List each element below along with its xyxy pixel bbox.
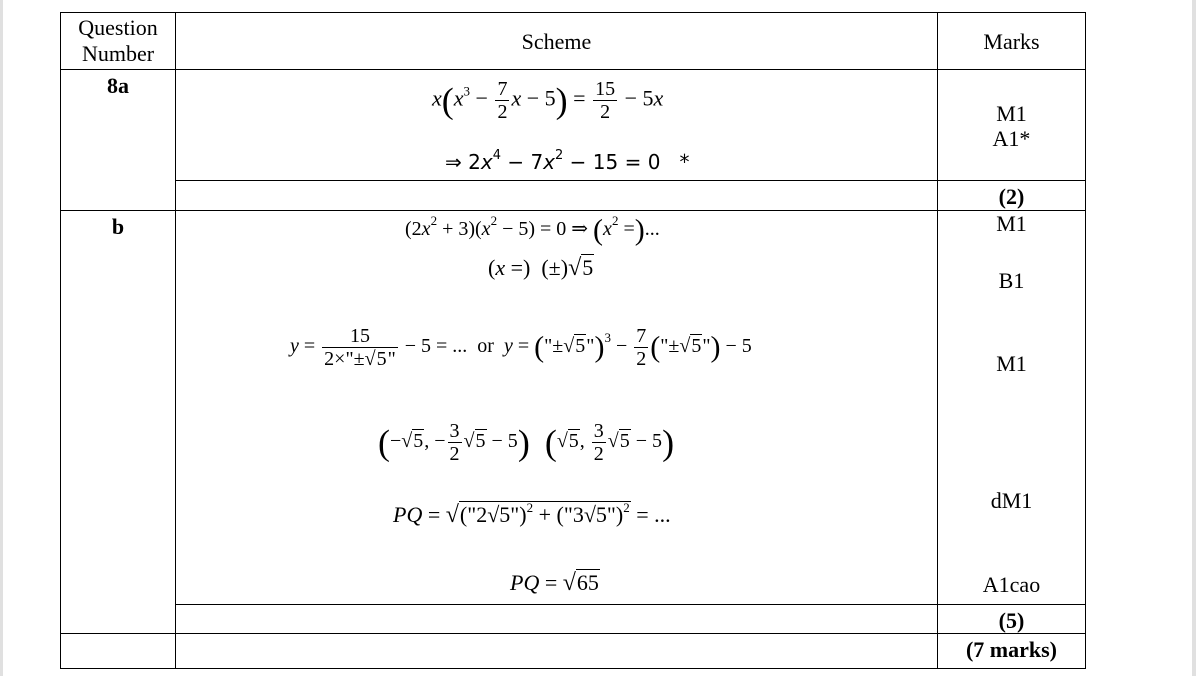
total-divider bbox=[60, 633, 1086, 634]
page-left-edge bbox=[0, 0, 3, 676]
header-divider bbox=[60, 69, 1086, 70]
table-border-left bbox=[60, 12, 61, 669]
page-right-edge bbox=[1192, 0, 1196, 676]
equation-b-y-values: y = $\frac{15}{2\times"\pm√5"}$ − 5 = ... or y = ("±√5")$^3$ − $\frac{7}{2}$ ("±√5") − 5 bbox=[290, 325, 752, 370]
question-number-8a: 8a bbox=[107, 73, 129, 98]
column-divider-1 bbox=[175, 12, 176, 669]
part-b-subtotal-divider bbox=[175, 604, 1086, 605]
total-marks: (7 marks) bbox=[965, 637, 1058, 662]
mark-b-2: B1 bbox=[998, 268, 1025, 293]
part-a-subtotal-divider bbox=[175, 180, 1086, 181]
equation-b-coordinates: (−√5, − $\frac{3}{2}$ √5 − 5) (√5, $\frac{3}{2}$ √5 − 5) bbox=[378, 420, 675, 465]
table-border-top bbox=[60, 12, 1086, 13]
table-border-right bbox=[1085, 12, 1086, 669]
mark-b-5: A1cao bbox=[982, 572, 1041, 597]
table-border-bottom bbox=[60, 668, 1086, 669]
header-scheme: Scheme bbox=[521, 29, 592, 54]
question-number-b: b bbox=[111, 214, 125, 239]
equation-a-line-1: $x(x^3$ − $\frac{7}{2}$ x − 5) = $\frac{15}{2}$ − 5x bbox=[432, 78, 664, 123]
equation-a-line-2: ⇒ $2x^4 - 7x^2 - 15 = 0$ * bbox=[445, 148, 690, 174]
mark-a-2: A1* bbox=[992, 126, 1031, 151]
equation-b-x-values: (x =) (±)√5 bbox=[488, 255, 594, 281]
subtotal-b: (5) bbox=[998, 608, 1025, 633]
header-marks: Marks bbox=[983, 29, 1040, 54]
equation-b-answer: PQ = √65 bbox=[510, 570, 599, 596]
mark-b-4: dM1 bbox=[990, 488, 1033, 513]
mark-b-3: M1 bbox=[996, 351, 1027, 376]
subtotal-a: (2) bbox=[998, 184, 1025, 209]
part-b-divider bbox=[60, 210, 1086, 211]
equation-b-factorise: $(2x^2 + 3)(x^2 - 5) = 0$ ⇒ ($x^2$ =)... bbox=[405, 213, 660, 247]
equation-b-distance: PQ = √("2√5")$^2$ + ("3√5")$^2$ = ... bbox=[393, 500, 671, 528]
mark-a-1: M1 bbox=[996, 101, 1027, 126]
mark-b-1: M1 bbox=[996, 211, 1027, 236]
header-question-number: Question Number bbox=[78, 15, 158, 66]
